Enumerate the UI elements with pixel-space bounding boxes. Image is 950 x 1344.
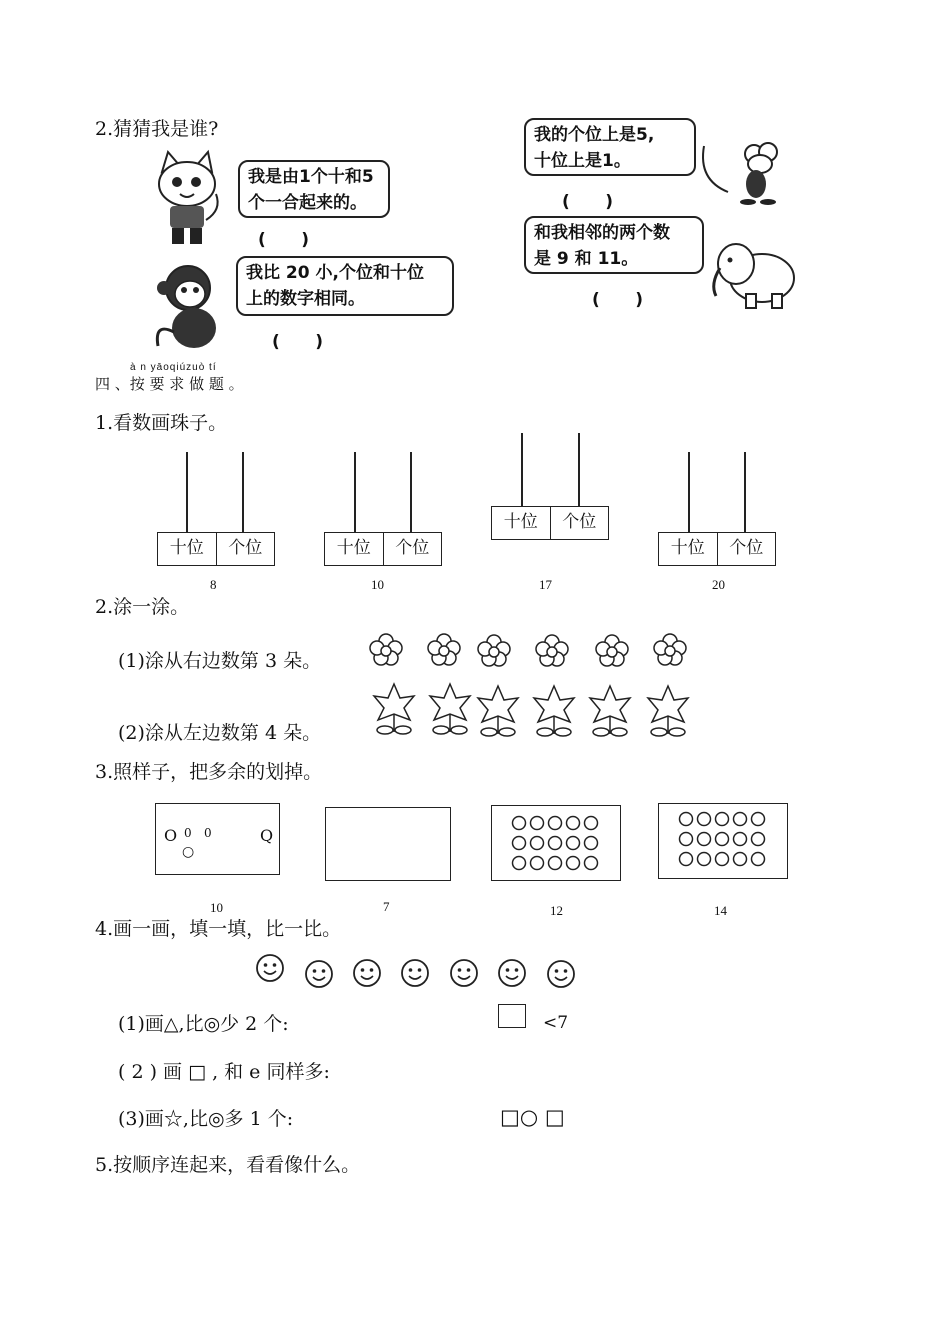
abacus-number: 20 xyxy=(712,577,725,592)
drawing-instruction-3: (3)画☆,比◎多 1 个: xyxy=(118,1108,294,1130)
answer-marks: □○ □ xyxy=(500,1105,565,1129)
sample-mark: O xyxy=(164,826,178,845)
abacus-number: 17 xyxy=(539,577,552,592)
abacus-rod-tens xyxy=(688,452,690,532)
abacus-rod-ones xyxy=(744,452,746,532)
star-flower-icon[interactable] xyxy=(534,686,574,736)
sample-box xyxy=(155,803,280,875)
tens-label: 十位 xyxy=(158,533,217,565)
abacus-rod-ones xyxy=(242,452,244,532)
abacus-number: 10 xyxy=(371,577,384,592)
bubble-line: 个一合起来的。 xyxy=(248,193,367,213)
abacus-rod-ones xyxy=(410,452,412,532)
target-number: 12 xyxy=(550,903,563,918)
answer-blank[interactable]: ( ) xyxy=(592,290,644,310)
ones-label: 个位 xyxy=(395,538,430,558)
sample-mark: ○ xyxy=(182,844,195,860)
coloring-instruction-1: (1)涂从右边数第 3 朵。 xyxy=(118,650,322,672)
question-title: 4.画一画，填一填，比一比。 xyxy=(95,918,342,940)
abacus-rod-ones xyxy=(578,433,580,507)
smiley-icon xyxy=(257,955,283,981)
target-number: 10 xyxy=(210,900,223,915)
ones-label: 个位 xyxy=(228,538,263,558)
star-flower-icon[interactable] xyxy=(648,686,688,736)
abacus-rod-tens xyxy=(354,452,356,532)
question-title: 2.涂一涂。 xyxy=(95,596,190,618)
bubble-line: 我是由1个十和5 xyxy=(248,167,374,187)
empty-box[interactable] xyxy=(325,807,451,881)
bubble-line: 和我相邻的两个数 xyxy=(534,223,670,243)
question-title: 5.按顺序连起来，看看像什么。 xyxy=(95,1154,361,1176)
monkey-illustration xyxy=(150,262,234,352)
smiley-icon xyxy=(451,960,477,986)
cat-illustration xyxy=(150,150,226,248)
pinyin-annotation: à n yāoqiúzuò tí xyxy=(130,362,217,373)
blossom-flower-icon[interactable] xyxy=(478,635,510,666)
bubble-line: 我的个位上是5, xyxy=(534,125,655,145)
mouse-speech-bubble xyxy=(524,118,696,176)
circles-box[interactable] xyxy=(491,805,621,881)
drawing-instruction-2: ( 2 ) 画 □ , 和 e 同样多: xyxy=(118,1061,330,1083)
abacus-base xyxy=(491,506,609,540)
coloring-instruction-2: (2)涂从左边数第 4 朵。 xyxy=(118,722,322,744)
star-flower-icon[interactable] xyxy=(374,684,414,734)
answer-blank[interactable]: ( ) xyxy=(562,192,614,212)
abacus-number: 8 xyxy=(210,577,217,592)
circles-box[interactable] xyxy=(658,803,788,879)
circles-grid xyxy=(659,804,789,880)
monkey-speech-bubble xyxy=(236,256,454,316)
bubble-line: 上的数字相同。 xyxy=(246,289,365,309)
question-title: 3.照样子，把多余的划掉。 xyxy=(95,761,323,783)
bubble-line: 十位上是1。 xyxy=(534,151,631,171)
bubble-line: 是 9 和 11。 xyxy=(534,249,639,269)
section-heading: 四 、按 要 求 做 题 。 xyxy=(95,375,244,393)
question-title: 1.看数画珠子。 xyxy=(95,412,228,434)
drawing-instruction-1: (1)画△,比◎少 2 个: xyxy=(118,1013,289,1035)
abacus-base xyxy=(324,532,442,566)
mouse-illustration xyxy=(700,140,786,208)
star-flower-icon[interactable] xyxy=(590,686,630,736)
ones-label: 个位 xyxy=(562,512,597,532)
flowers-area xyxy=(360,630,720,740)
blossom-flower-icon[interactable] xyxy=(428,634,460,665)
sample-mark: Q xyxy=(260,826,274,845)
tens-label: 十位 xyxy=(659,533,718,565)
answer-box[interactable] xyxy=(498,1004,526,1028)
question-title: 2.猜猜我是谁? xyxy=(95,118,219,140)
abacus-base xyxy=(157,532,275,566)
answer-blank[interactable]: ( ) xyxy=(272,332,324,352)
smiley-icon xyxy=(402,960,428,986)
blossom-flower-icon[interactable] xyxy=(596,635,628,666)
abacus-rod-tens xyxy=(521,433,523,507)
smiley-icon xyxy=(354,960,380,986)
star-flower-icon[interactable] xyxy=(478,686,518,736)
sample-mark: 0 xyxy=(184,826,192,840)
smiley-icon xyxy=(306,961,332,987)
sample-mark: 0 xyxy=(204,826,212,840)
blossom-flower-icon[interactable] xyxy=(654,634,686,665)
answer-blank[interactable]: ( ) xyxy=(258,230,310,250)
blossom-flower-icon[interactable] xyxy=(370,634,402,665)
circles-grid xyxy=(492,806,622,882)
smiley-icon xyxy=(499,960,525,986)
tens-label: 十位 xyxy=(492,507,551,539)
abacus-base xyxy=(658,532,776,566)
elephant-illustration xyxy=(706,234,798,310)
star-flower-icon[interactable] xyxy=(430,684,470,734)
abacus-rod-tens xyxy=(186,452,188,532)
target-number: 7 xyxy=(383,899,390,914)
target-number: 14 xyxy=(714,903,727,918)
elephant-speech-bubble xyxy=(524,216,704,274)
smiley-row xyxy=(252,952,582,992)
answer-mark: <7 xyxy=(543,1013,569,1033)
smiley-icon xyxy=(548,961,574,987)
tens-label: 十位 xyxy=(325,533,384,565)
ones-label: 个位 xyxy=(729,538,764,558)
mouse-bubble-clip xyxy=(520,125,700,180)
bubble-line: 我比 20 小,个位和十位 xyxy=(246,263,424,283)
blossom-flower-icon[interactable] xyxy=(536,635,568,666)
cat-speech-bubble xyxy=(238,160,390,218)
